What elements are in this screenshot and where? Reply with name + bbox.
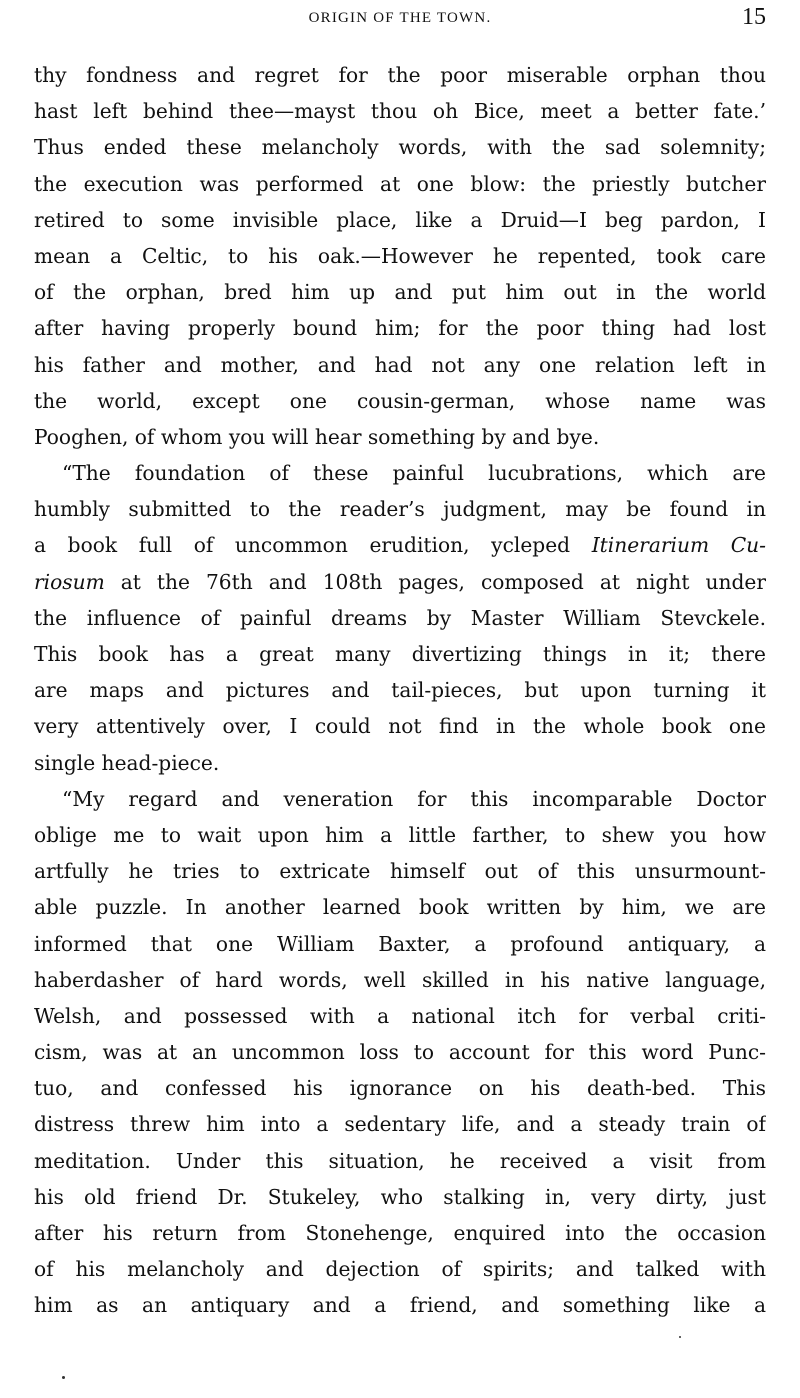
text-line: cism, was at an uncommon loss to account for this word Punc- [34, 1040, 766, 1065]
page-header [34, 4, 766, 38]
text-line: oblige me to wait upon him a little farther, to shew you how [34, 822, 766, 847]
running-title: ORIGIN OF THE TOWN. [308, 10, 492, 26]
text-line: Pooghen, of whom you will hear something by and bye. [34, 424, 600, 449]
text-line: distress threw him into a sedentary life, and a steady train of [34, 1112, 766, 1137]
book-title-italic: Itinerarium Cu- [591, 533, 766, 558]
text-line: meditation. Under this situation, he received a visit from [34, 1148, 766, 1173]
text-line [34, 527, 766, 563]
text-line: are maps and pictures and tail-pieces, but upon turning it [34, 678, 766, 703]
book-title-italic: riosum [34, 569, 105, 594]
text-line: humbly submitted to the reader’s judgment, may be found in [34, 497, 766, 522]
text-line: informed that one William Baxter, a profound antiquary, a [34, 931, 766, 956]
text-line: hast left behind thee—mayst thou oh Bice, meet a better fate.’ [34, 99, 766, 124]
text-line: mean a Celtic, to his oak.—However he repented, took care [34, 243, 766, 268]
text-line: thy fondness and regret for the poor miserable orphan thou [34, 63, 766, 87]
text-line: of his melancholy and dejection of spirits; and talked with [34, 1257, 766, 1282]
text-line: tuo, and confessed his ignorance on his death-bed. This [34, 1076, 766, 1101]
text-line: single head-piece. [34, 750, 220, 775]
text-line: after having properly bound him; for the poor thing had lost [34, 316, 766, 341]
text-line: “The foundation of these painful lucubrations, which are [62, 461, 766, 486]
text-line: Thus ended these melancholy words, with the sad solemnity; [34, 135, 766, 160]
text-fragment: at the 76th and 108th pages, composed at night under [104, 569, 766, 594]
text-line: the execution was performed at one blow: the priestly butcher [34, 171, 766, 196]
text-line: of the orphan, bred him up and put him out in the world [34, 280, 766, 305]
text-line: his father and mother, and had not any one relation left in [34, 352, 766, 377]
text-line: the influence of painful dreams by Master William Stevckele. [34, 605, 766, 630]
body-text [34, 57, 766, 1324]
print-speck [62, 1376, 65, 1379]
text-line: him as an antiquary and a friend, and something like a [34, 1293, 766, 1318]
text-line: Welsh, and possessed with a national itch for verbal criti- [34, 1003, 766, 1028]
text-line: his old friend Dr. Stukeley, who stalking in, very dirty, just [34, 1184, 766, 1209]
page-number: 15 [742, 4, 766, 30]
text-line: very attentively over, I could not find in the whole book one [34, 714, 766, 739]
text-line: This book has a great many divertizing things in it; there [34, 642, 766, 666]
text-line: able puzzle. In another learned book written by him, we are [34, 895, 766, 920]
text-line: after his return from Stonehenge, enquired into the occasion [34, 1221, 766, 1245]
text-line: haberdasher of hard words, well skilled in his native language, [34, 967, 766, 992]
text-line: the world, except one cousin-german, whose name was [34, 388, 766, 413]
text-line: artfully he tries to extricate himself out of this unsurmount- [34, 859, 766, 884]
text-line: “My regard and veneration for this incomparable Doctor [62, 786, 766, 811]
text-line: retired to some invisible place, like a Druid—I beg pardon, I [34, 207, 766, 232]
text-fragment: a book full of uncommon erudition, ycleped [34, 533, 592, 558]
print-speck [679, 1336, 681, 1338]
text-line [34, 564, 766, 600]
